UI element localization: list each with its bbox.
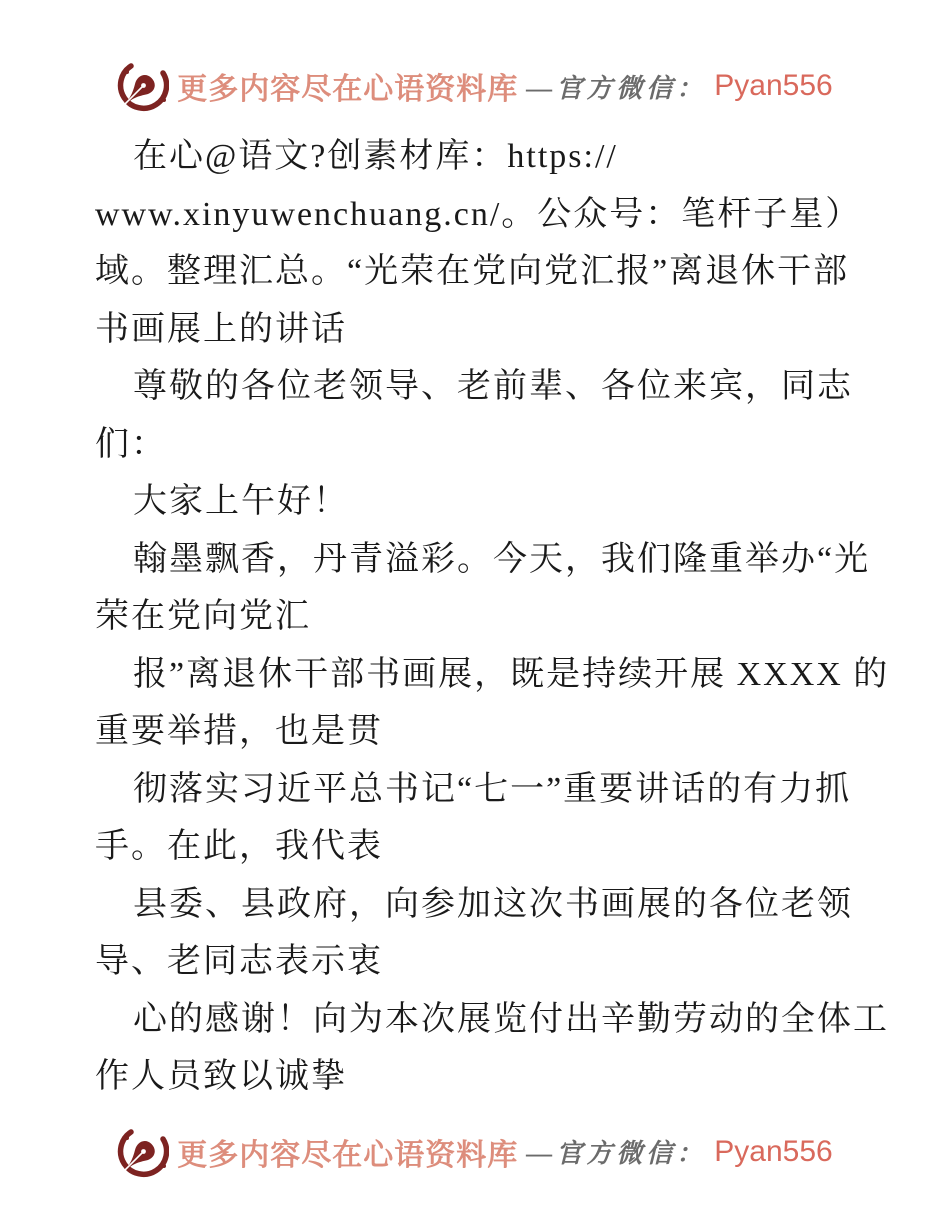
text-line: 心的感谢！向为本次展览付出辛勤劳动的全体工 (133, 1000, 889, 1038)
banner-wechat-label: —官方微信： (526, 1139, 707, 1168)
text-line: 书画展上的讲话 (95, 310, 347, 348)
header-banner (0, 58, 950, 114)
text-line: 报”离退休干部书画展，既是持续开展 XXXX 的 (133, 655, 890, 693)
text-line: www.xinyuwenchuang.cn/。公众号：笔杆子星） (95, 195, 862, 233)
pen-nib-circle-icon (117, 60, 169, 112)
banner-wechat-label: —官方微信： (526, 73, 707, 103)
text-line: 重要举措，也是贯 (95, 713, 383, 750)
text-line: 手。在此，我代表 (95, 828, 383, 865)
text-line: 翰墨飘香，丹青溢彩。今天，我们隆重举办“光 (133, 540, 871, 578)
text-line: 大家上午好！ (133, 483, 349, 520)
text-line: 导、老同志表示衷 (95, 943, 383, 980)
text-line: 们： (95, 425, 167, 463)
text-line: 彻落实习近平总书记“七一”重要讲话的有力抓 (133, 770, 852, 808)
banner-brand-text: 更多内容尽在心语资料库 (177, 73, 519, 106)
footer-banner (0, 1124, 950, 1180)
text-line: 尊敬的各位老领导、老前辈、各位来宾，同志 (133, 368, 853, 405)
document-body (95, 128, 950, 1106)
text-line: 在心@语文?创素材库：https:// (133, 138, 618, 175)
pen-nib-circle-icon (117, 1126, 169, 1178)
text-line: 县委、县政府，向参加这次书画展的各位老领 (133, 885, 853, 923)
banner-brand-text: 更多内容尽在心语资料库 (177, 1138, 519, 1172)
text-line: 作人员致以诚挚 (95, 1058, 347, 1095)
text-line: 域。整理汇总。“光荣在党向党汇报”离退休干部 (95, 253, 850, 290)
banner-wechat-id: Pyan556 (714, 69, 833, 102)
banner-wechat-id: Pyan556 (714, 1134, 833, 1168)
text-line: 荣在党向党汇 (95, 598, 311, 635)
